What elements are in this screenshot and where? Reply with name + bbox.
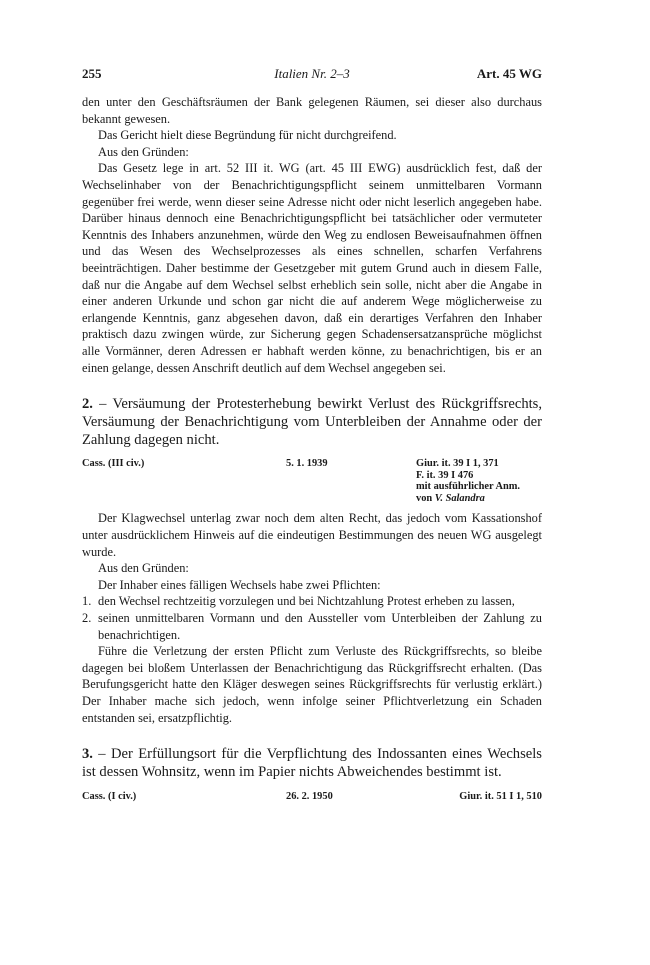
document-page [82, 66, 542, 807]
citation-annotator [416, 493, 520, 505]
section-2-number: 2. [82, 396, 93, 413]
duty-item [82, 610, 542, 643]
citation-court: Cass. (III civ.) [82, 458, 145, 470]
section-3-citation [82, 791, 542, 807]
duty-text: seinen unmittelbaren Vormann und den Aussteller vom Unterbleiben der Zahlung zu benachrichtigen. [98, 611, 542, 642]
citation-source-line: Giur. it. 39 I 1, 371 [416, 458, 499, 470]
duty-number: 2. [82, 611, 92, 626]
duty-item [82, 593, 542, 610]
section-2-intro: Der Klagwechsel unterlag zwar noch dem alten Recht, das jedoch vom Kassationshof unter ausdrücklichem Hinweis auf die eindeutigen Bestimmungen des neuen WG ausgelegt wurde. [82, 511, 542, 559]
reasons-label: Aus den Gründen: [98, 144, 189, 159]
annotator-name: V. Salandra [434, 492, 485, 504]
citation-sources [416, 458, 520, 504]
citation-source-line: mit ausführlicher Anm. [416, 481, 521, 493]
paragraph-reasons: Das Gesetz lege in art. 52 III it. WG (art. 45 III EWG) ausdrücklich fest, daß der Wechselinhaber von der Benachrichtigungspflicht seinem unmittelbaren Vormann gegenüber frei werde, wenn dieser seine Adresse nicht oder nicht leserlich angegeben habe. Darüber hinaus dennoch eine Benachrichtigungspflicht bei tatsächlicher oder vermuteter Kenntnis des Inhabers anzunehmen, würde den Weg zu endlosen Beweisaufnahmen öffnen und das Wesen des Wechselprozesses als eines schnellen, scharfen Verfahrens beeinträchtigen. Daher bestimme der Gesetzgeber mit gutem Grund auch in diesem Falle, daß nur die Angabe auf dem Wechsel selbst erheblich sein solle, nicht aber die Angabe in einer anderen Urkunde und schon gar nicht die auf anderem Wege möglicherweise zu erlangende Kenntnis, ganz abgesehen davon, daß ein derartiges Verfahren den Inhaber praktisch dazu zwingen würde, zur Sicherung gegen Schadensersatzansprüche möglichst alle Vormänner, deren Adressen er habhaft werden könne, zu benachrichtigen, bis er an einen gelange, dessen Anschrift deutlich auf dem Wechsel angegeben sei. [82, 161, 542, 375]
page-header [82, 66, 542, 86]
annotator-prefix: von [416, 492, 435, 504]
section-2-conclusion: Führe die Verletzung der ersten Pflicht zum Verluste des Rückgriffsrechts, so bleibe dagegen bei bloßem Unterlassen der Benachrichtigung das Rückgriffsrecht erhalten. (Das Berufungsgericht hatte den Kläger deswegen seines Rückgriffsrechts für verlustig erklärt.) Der Inhaber mache sich jedoch, wenn infolge seiner Pflichtverletzung ein Schaden entstanden sei, ersatzpflichtig. [82, 644, 542, 725]
citation-date: 5. 1. 1939 [286, 458, 328, 470]
page-number: 255 [82, 66, 102, 81]
section-3-title: – Der Erfüllungsort für die Verpflichtung des Indossanten eines Wechsels ist dessen Wohnsitz, wenn im Papier nichts Abweichendes bestimmt ist. [82, 746, 542, 780]
section-2-reasons-label: Aus den Gründen: [98, 561, 189, 576]
duty-text: den Wechsel rechtzeitig vorzulegen und bei Nichtzahlung Protest erheben zu lassen, [98, 594, 515, 609]
section-3-heading [82, 746, 542, 782]
running-title: Italien Nr. 2–3 [274, 66, 350, 81]
section-3-number: 3. [82, 746, 93, 763]
citation-court: Cass. (I civ.) [82, 790, 137, 802]
section-2-duties-intro: Der Inhaber eines fälligen Wechsels habe zwei Pflichten: [98, 577, 381, 592]
duty-number: 1. [82, 594, 92, 609]
section-2-heading [82, 396, 542, 449]
article-reference: Art. 45 WG [476, 66, 542, 81]
citation-source: Giur. it. 51 I 1, 510 [459, 790, 542, 802]
citation-date: 26. 2. 1950 [286, 790, 333, 802]
paragraph-court-view: Das Gericht hielt diese Begründung für nicht durchgreifend. [98, 128, 397, 143]
section-2-title: – Versäumung der Protesterhebung bewirkt Verlust des Rückgriffsrechts, Versäumung der Benachrichtigung vom Unterbleiben der Annahme oder der Zahlung dagegen nicht. [82, 396, 542, 448]
section-2-citation [82, 458, 542, 504]
citation-source-line: F. it. 39 I 476 [416, 469, 474, 481]
paragraph-continuation: den unter den Geschäftsräumen der Bank gelegenen Räumen, sei dieser also durchaus bekannt gewesen. [82, 95, 542, 126]
